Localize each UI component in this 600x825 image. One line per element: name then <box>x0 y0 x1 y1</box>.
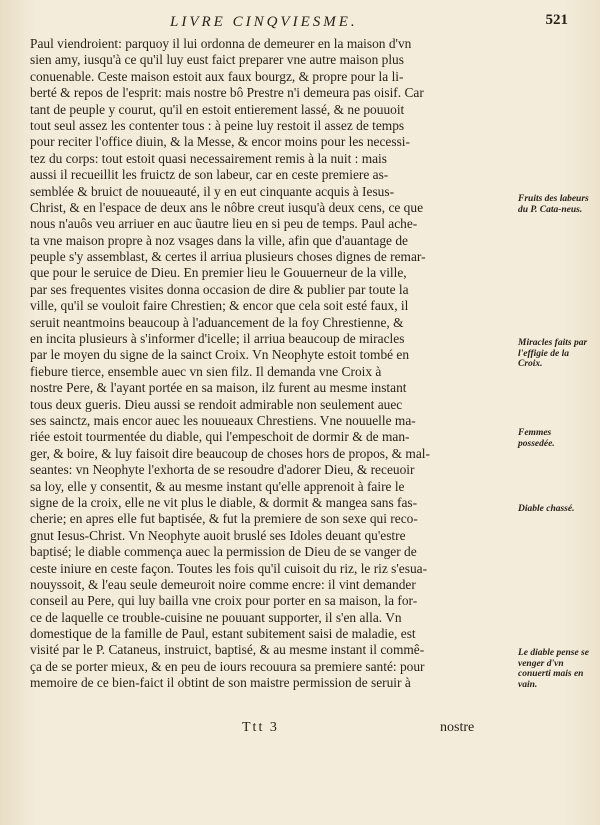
text-line: ceste iniure en ceste façon. Toutes les fois qu'il cuisoit du riz, le riz s'esua- <box>30 560 428 576</box>
text-line: nostre Pere, & l'ayant portée en sa maison, ilz furent au mesme instant <box>30 380 407 396</box>
text-line: pour reciter l'office diuin, & la Messe, & encor moins pour les necessi- <box>30 134 410 150</box>
text-line: domestique de la famille de Paul, estant subitement saisi de maladie, est <box>30 626 416 642</box>
text-line: semblée & bruict de nouueauté, il y en eut cinquante acquis à Iesus- <box>30 183 395 199</box>
text-line: signe de la croix, elle ne vit plus le diable, & dormit & mangea sans fas- <box>30 494 418 510</box>
catchword: nostre <box>440 720 475 735</box>
text-line: ce de laquelle ce trouble-cuisine ne pouuant supporter, il s'en alla. Vn <box>30 609 402 625</box>
text-line: tant de peuple y courut, qu'il en estoit entierement lassé, & ne pouuoit <box>30 101 405 117</box>
text-line: aussi il recueillit les fruictz de son labeur, car en ceste premiere as- <box>30 167 389 183</box>
text-line: tez du corps: tout estoit quasi necessairement remis à la nuit : mais <box>30 150 387 166</box>
margin-note: Miracles faits par l'effigie de la Croix. <box>518 338 588 369</box>
text-line: peuple s'y assemblast, & certes il arriua plusieurs choses dignes de remar- <box>30 249 426 265</box>
text-line: que pour le seruice de Dieu. En premier lieu le Gouuerneur de la ville, <box>30 265 407 281</box>
margin-note: Le diable pense se venger d'vn conuerti mais en vain. <box>518 648 589 690</box>
text-line: visité par le P. Cataneus, instruict, baptisé, & au mesme instant il commê- <box>30 642 425 658</box>
text-line: par le moyen du signe de la sainct Croix. Vn Neophyte estoit tombé en <box>30 347 410 363</box>
text-line: Christ, & en l'espace de deux ans le nôbre creut iusqu'à deux cens, ce que <box>30 199 424 215</box>
running-title: LIVRE CINQVIESME. <box>170 14 358 30</box>
text-line: riée estoit tourmentée du diable, qui l'empeschoit de dormir & de man- <box>30 429 410 445</box>
text-line: conseil au Pere, qui luy bailla vne croix pour porter en sa maison, la for- <box>30 593 418 609</box>
text-line: nous n'auôs veu arriuer en auc ũautre lieu en si peu de temps. Paul ache- <box>30 216 418 232</box>
text-line: ville, qu'il se vouloit faire Chrestien; & encor que cela soit esté faux, il <box>30 298 409 314</box>
text-line: berté & repos de l'esprit: mais nostre bô Prestre n'i demeura pas oisif. Car <box>30 85 424 101</box>
text-line: ses sainctz, mais encor auec les nouueaux Chrestiens. Vne nouuelle ma- <box>30 412 416 428</box>
text-line: en incita plusieurs à s'informer d'icelle; il arriua beaucoup de miracles <box>30 331 405 347</box>
text-line: Paul viendroient: parquoy il lui ordonna de demeurer en la maison d'vn <box>30 36 412 51</box>
text-line: sien amy, iusqu'à ce qu'il luy eust faict preparer vne autre maison plus <box>30 52 404 68</box>
text-line: ger, & boire, & luy faisoit dire beaucoup de choses hors de propos, & mal- <box>30 445 430 461</box>
text-line: nouyssoit, & l'eau seule demeuroit noire comme encre: il vint demander <box>30 576 416 592</box>
text-line: gnut Iesus-Christ. Vn Neophyte auoit bruslé ses Idoles deuant qu'estre <box>30 527 406 543</box>
margin-note: Femmes possedée. <box>518 428 555 449</box>
text-line: sa loy, elle y consentit, & au mesme instant qu'elle apprenoit à faire le <box>30 478 405 494</box>
text-line: cherie; en apres elle fut baptisée, & fut la premiere de son sexe qui reco- <box>30 511 418 527</box>
text-line: seantes: vn Neophyte l'exhorta de se resoudre d'adorer Dieu, & receuoir <box>30 462 415 478</box>
text-line: fiebure tierce, ensemble auec vn sien filz. Il demanda vne Croix à <box>30 363 382 379</box>
text-line: tout seul assez les contenter tous : à peine luy restoit il assez de temps <box>30 117 405 133</box>
margin-note: Diable chassé. <box>518 504 575 514</box>
text-line: memoire de ce bien-faict il obtint de son maistre permission de seruir à <box>30 675 411 691</box>
margin-note: Fruits des labeurs du P. Cata-neus. <box>518 194 589 215</box>
text-line: seruit neantmoins beaucoup à l'aduancement de la foy Chrestienne, & <box>30 314 404 330</box>
page-number: 521 <box>545 12 568 28</box>
text-line: baptisé; le diable commença auec la permission de Dieu de se vanger de <box>30 544 417 560</box>
body-text <box>30 36 512 692</box>
signature-mark: Ttt 3 <box>242 720 279 735</box>
text-line: par ses frequentes visites donna occasion de dire & publier par toute la <box>30 281 409 297</box>
text-line: conuenable. Ceste maison estoit aux faux bourgz, & propre pour la li- <box>30 68 404 84</box>
text-line: tous deux gueris. Dieu aussi se rendoit admirable non seulement auec <box>30 396 403 412</box>
text-line: ta vne maison propre à noz vsages dans la ville, afin que d'auantage de <box>30 232 408 248</box>
text-line: ça de se porter mieux, & en peu de iours recouura sa premiere santé: pour <box>30 658 425 674</box>
